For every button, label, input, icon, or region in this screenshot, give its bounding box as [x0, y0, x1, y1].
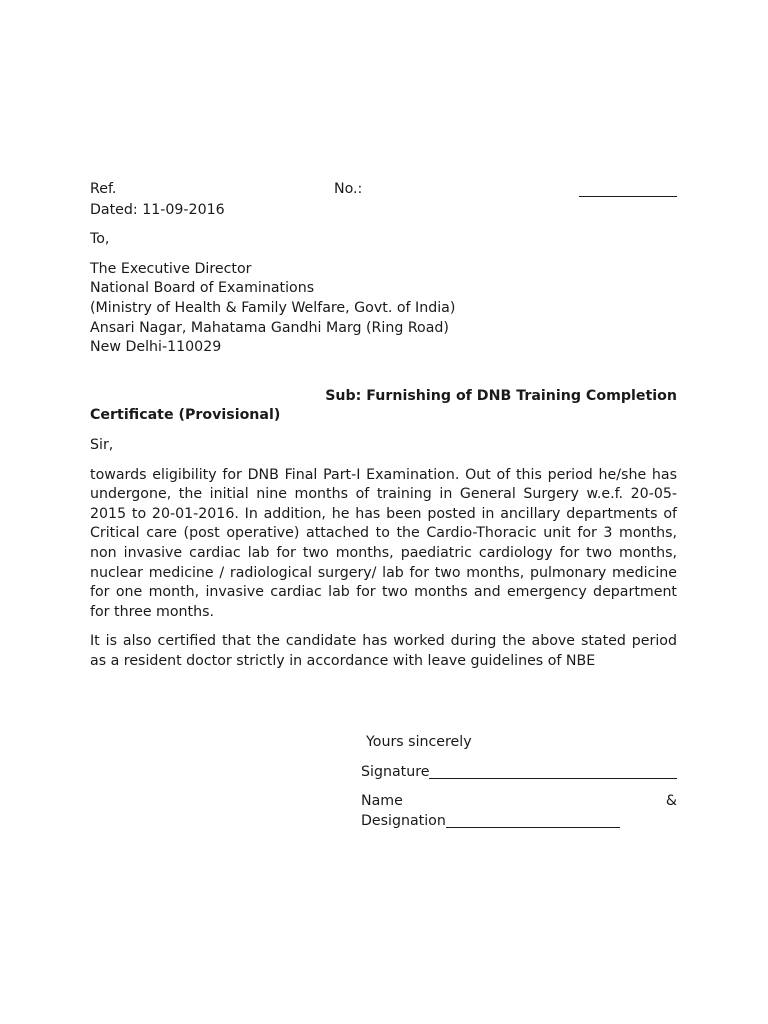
date-line: Dated: 11-09-2016: [90, 201, 225, 218]
reference-row: [90, 181, 677, 201]
name-label: Name: [361, 793, 403, 810]
address-line: National Board of Examinations: [90, 280, 315, 297]
greeting: Sir,: [90, 436, 114, 453]
address-line: The Executive Director: [90, 260, 252, 277]
address-line: New Delhi-110029: [90, 339, 222, 356]
signature-blank-line: [429, 763, 677, 779]
letter-body: [90, 181, 677, 671]
subject-heading: [90, 387, 677, 426]
body-paragraph-2: It is also certified that the candidate has worked during the above stated period as a resident doctor strictly in accordance with leave guidelines of NBE: [90, 633, 677, 669]
ampersand: &: [665, 793, 677, 810]
number-blank-line: [579, 196, 677, 197]
closing-phrase: Yours sincerely: [366, 734, 472, 750]
subject-line-1: Sub: Furnishing of DNB Training Completion: [325, 387, 677, 404]
to-salutation: To,: [90, 231, 110, 248]
designation-row: [361, 812, 677, 832]
subject-line-2: Certificate (Provisional): [90, 407, 281, 424]
body-paragraph-1: towards eligibility for DNB Final Part-I Examination. Out of this period he/she has undergone, the initial nine months of training in General Surgery w.e.f. 20-05-2015 to 20-01-2016. In addition, he has been posted in ancillary departments of Critical care (post operative) attached to the Cardio-Thoracic unit for 3 months, non invasive cardiac lab for two months, paediatric cardiology for two months, nuclear medicine / radiological surgery/ lab for two months, pulmonary medicine for one month, invasive cardiac lab for two months and emergency department for three months.: [90, 466, 677, 620]
address-line: Ansari Nagar, Mahatama Gandhi Marg (Ring Road): [90, 319, 449, 336]
address-line: (Ministry of Health & Family Welfare, Govt. of India): [90, 299, 456, 316]
signature-row: [361, 763, 677, 783]
signature-label: Signature: [361, 763, 430, 780]
designation-label: Designation: [361, 812, 446, 829]
designation-blank-line: [446, 812, 620, 828]
recipient-address: [90, 260, 677, 358]
ref-label: Ref.: [90, 181, 117, 197]
number-label: No.:: [334, 181, 363, 197]
name-row: [361, 792, 677, 812]
signature-block: [361, 733, 677, 831]
